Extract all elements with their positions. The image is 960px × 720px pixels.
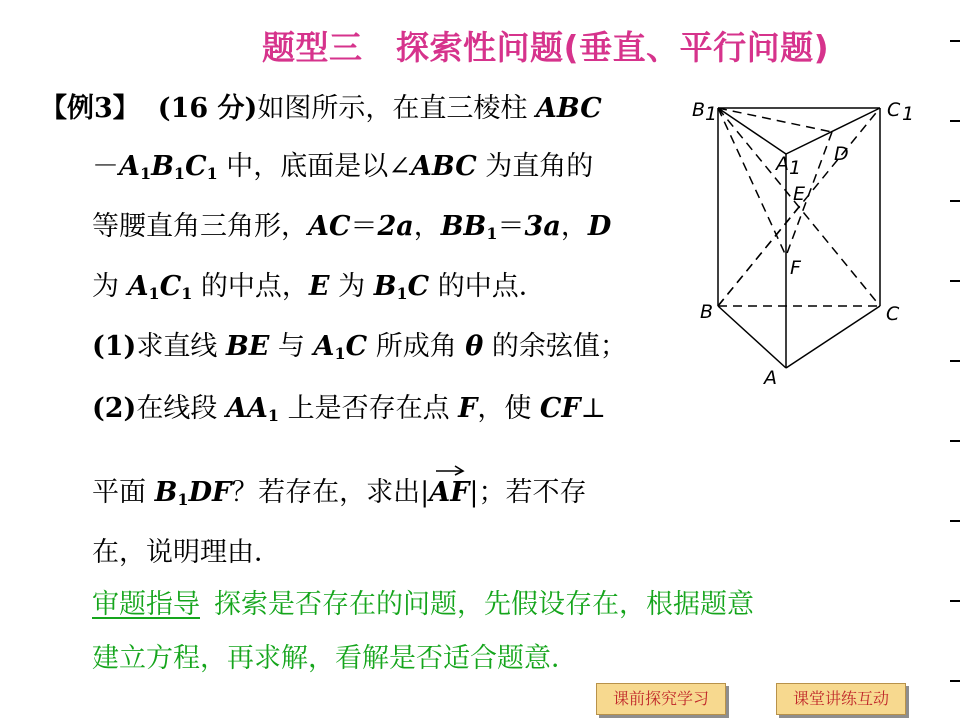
label-c1-sub: 1 [902,103,915,125]
label-e: E [793,183,806,205]
seg-b-e [718,207,799,306]
label-d: D [834,143,849,165]
slide-title: 题型三 探索性问题(垂直、平行问题) [262,28,830,67]
edge-a-c [786,306,880,368]
question-1: (1)求直线 BE 与 $A_1C$ 所成角 θ 的余弦值； [92,331,627,363]
label-b: B [700,301,714,323]
problem-line-2: $-A_1B_1C_1$ 中，底面是以∠ABC 为直角的 [92,151,594,183]
label-c: C [886,303,900,325]
problem-line-4: 为 $A_1C_1$ 的中点，E 为 $B_1C$ 的中点． [92,271,546,303]
label-c1: C [887,99,901,121]
vector-af: AF [429,476,469,510]
label-b1-sub: 1 [705,103,718,125]
label-f: F [790,257,801,279]
hint-label: 审题指导 [92,589,200,620]
example-score: (16 分) [157,93,258,124]
label-a1: A [776,153,789,175]
question-2-line-3: 在，说明理由． [92,537,281,568]
question-2-line-2: 平面 $B_1DF$？若存在，求出| AF|；若不存 [92,476,587,510]
slide-edge-decoration [950,0,960,720]
label-a1-sub: 1 [789,157,802,179]
class-practice-button[interactable]: 课堂讲练互动 [776,683,906,715]
edge-b-a [718,306,786,368]
question-2-line-1: (2)在线段 $AA_1$ 上是否存在点 F，使 CF⊥ [92,393,606,425]
pre-class-study-button[interactable]: 课前探究学习 [596,683,726,715]
hint-line-1: 审题指导 探索是否存在的问题，先假设存在，根据题意 [92,589,754,620]
label-a: A [764,367,777,389]
problem-line-1: 【例3】 (16 分)如图所示，在直三棱柱 ABC [40,93,602,124]
prism-figure [686,86,920,392]
vector-arrow-icon [435,462,465,476]
example-tag: 【例3】 [40,93,140,124]
edge-a1-c1 [786,108,880,154]
label-b1: B [692,99,706,121]
problem-line-3: 等腰直角三角形，AC＝2a，$BB_1=3a$，D [92,211,612,243]
hint-line-2: 建立方程，再求解，看解是否适合题意． [92,643,578,674]
